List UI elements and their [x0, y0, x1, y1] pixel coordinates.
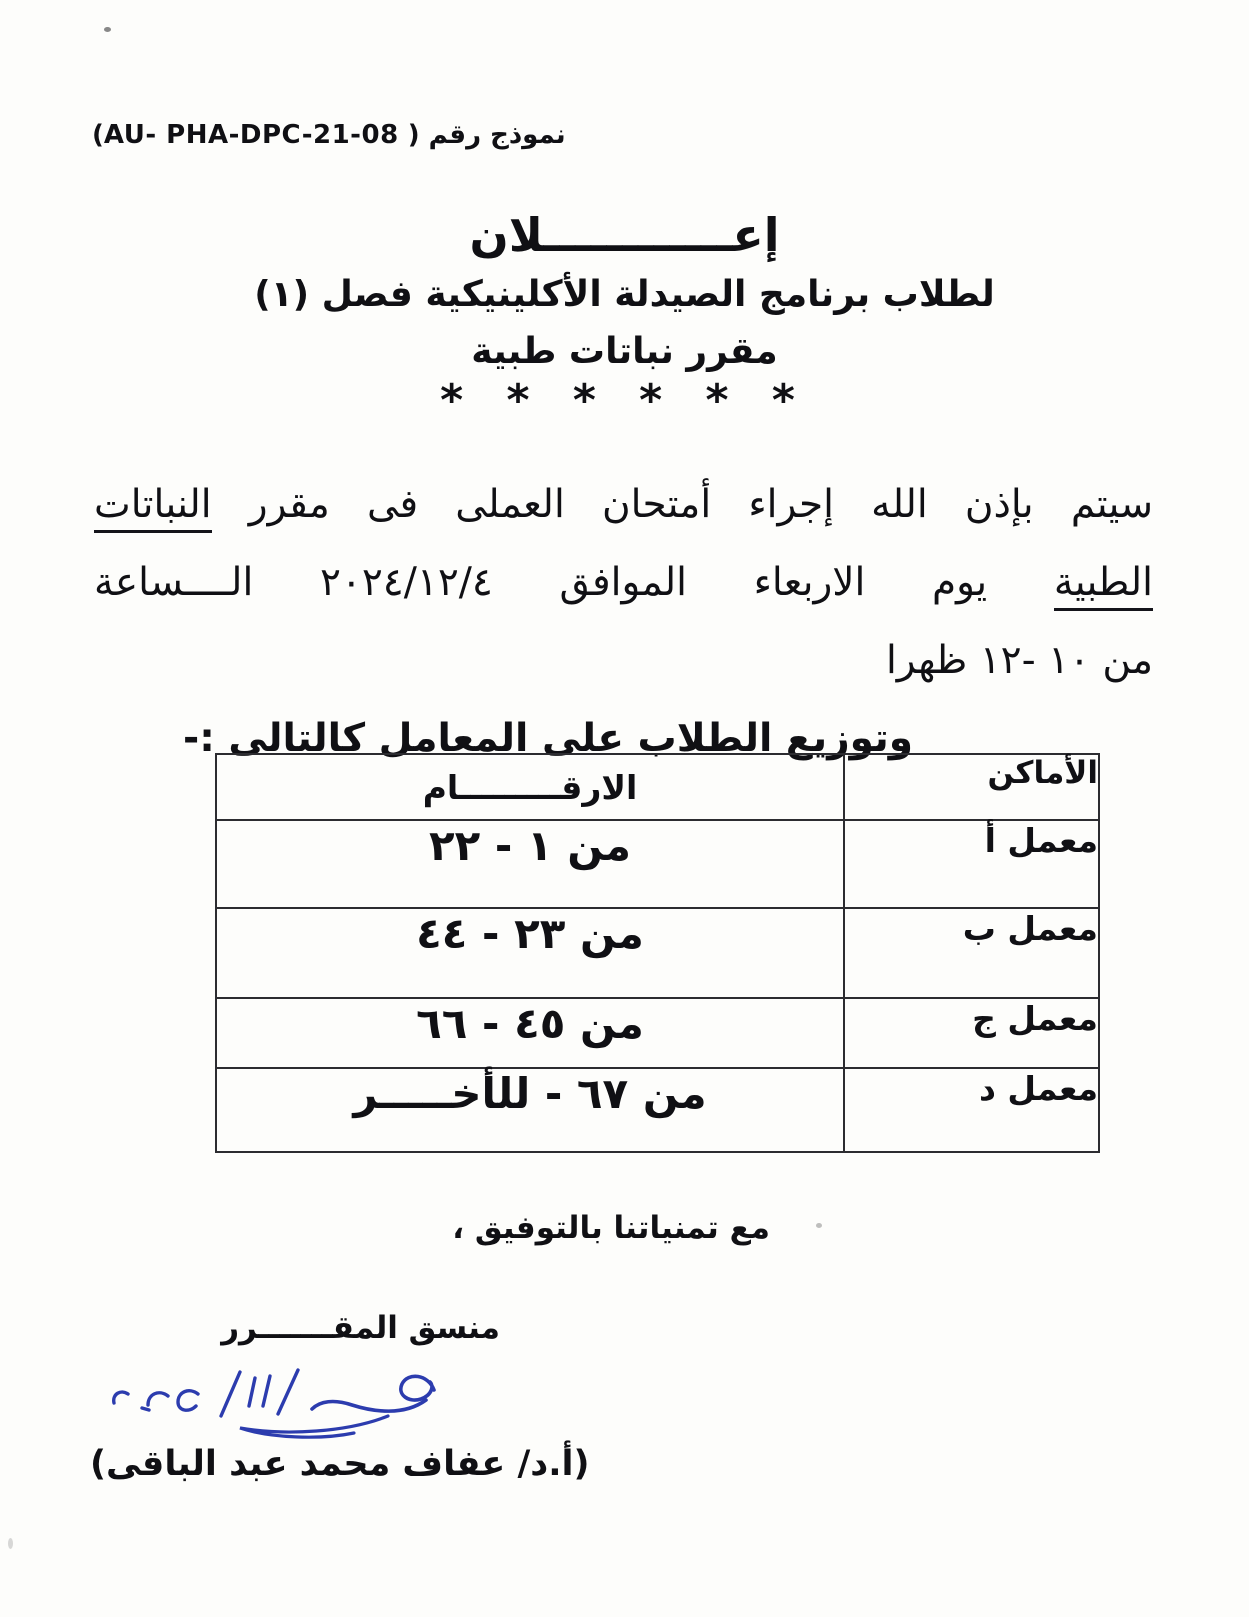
- body-line-4: وتوزيع الطلاب على المعامل كالتالى :-: [183, 716, 913, 761]
- closing-wishes: مع تمنياتنا بالتوفيق ،: [452, 1210, 770, 1246]
- form-number: نموذج رقم ( AU- PHA-DPC-21-08): [92, 120, 566, 150]
- body-line-2: الطبية يوم الاربعاء الموافق ٢٠٢٤/١٢/٤ الــــساعة: [94, 544, 1153, 622]
- signature-role: منسق المقـــــــرر: [221, 1310, 500, 1346]
- place-cell: معمل أ: [844, 820, 1099, 908]
- course-name: مقرر نباتات طبية: [471, 331, 778, 372]
- scan-speck: [104, 27, 111, 32]
- handwritten-signature: [82, 1356, 452, 1451]
- signature-name: (أ.د/ عفاف محمد عبد الباقى): [90, 1444, 590, 1484]
- body-line-3: من ١٠ -١٢ ظهرا: [885, 638, 1153, 683]
- announcement-body: [94, 466, 1153, 778]
- scan-speck: [8, 1538, 13, 1549]
- header-places: الأماكن: [844, 754, 1099, 820]
- underlined-word: النباتات: [94, 482, 212, 533]
- place-cell: معمل د: [844, 1068, 1099, 1152]
- title-block: [0, 204, 1249, 426]
- announcement-audience: لطلاب برنامج الصيدلة الأكلينيكية فصل (١): [254, 274, 995, 315]
- numbers-cell: من ٤٥ - ٦٦: [216, 998, 844, 1068]
- numbers-cell: من ٢٣ - ٤٤: [216, 908, 844, 998]
- header-numbers: الارقـــــــــام: [216, 754, 844, 820]
- place-cell: معمل ب: [844, 908, 1099, 998]
- numbers-cell: من ٦٧ - للأخـــــر: [216, 1068, 844, 1152]
- underlined-word: الطبية: [1054, 560, 1153, 611]
- numbers-cell: من ١ - ٢٢: [216, 820, 844, 908]
- place-cell: معمل ج: [844, 998, 1099, 1068]
- lab-assignment-table: [215, 753, 1100, 1153]
- body-line-1: سيتم بإذن الله إجراء أمتحان العملى فى مقرر النباتات: [94, 466, 1153, 544]
- table-row: [216, 820, 1099, 908]
- announcement-title: إعــــــــــــلان: [469, 208, 780, 262]
- stars-divider: * * * * * *: [440, 375, 809, 426]
- table-row: [216, 1068, 1099, 1152]
- scan-speck: [816, 1223, 822, 1228]
- table-row: [216, 908, 1099, 998]
- table-header-row: [216, 754, 1099, 820]
- table-row: [216, 998, 1099, 1068]
